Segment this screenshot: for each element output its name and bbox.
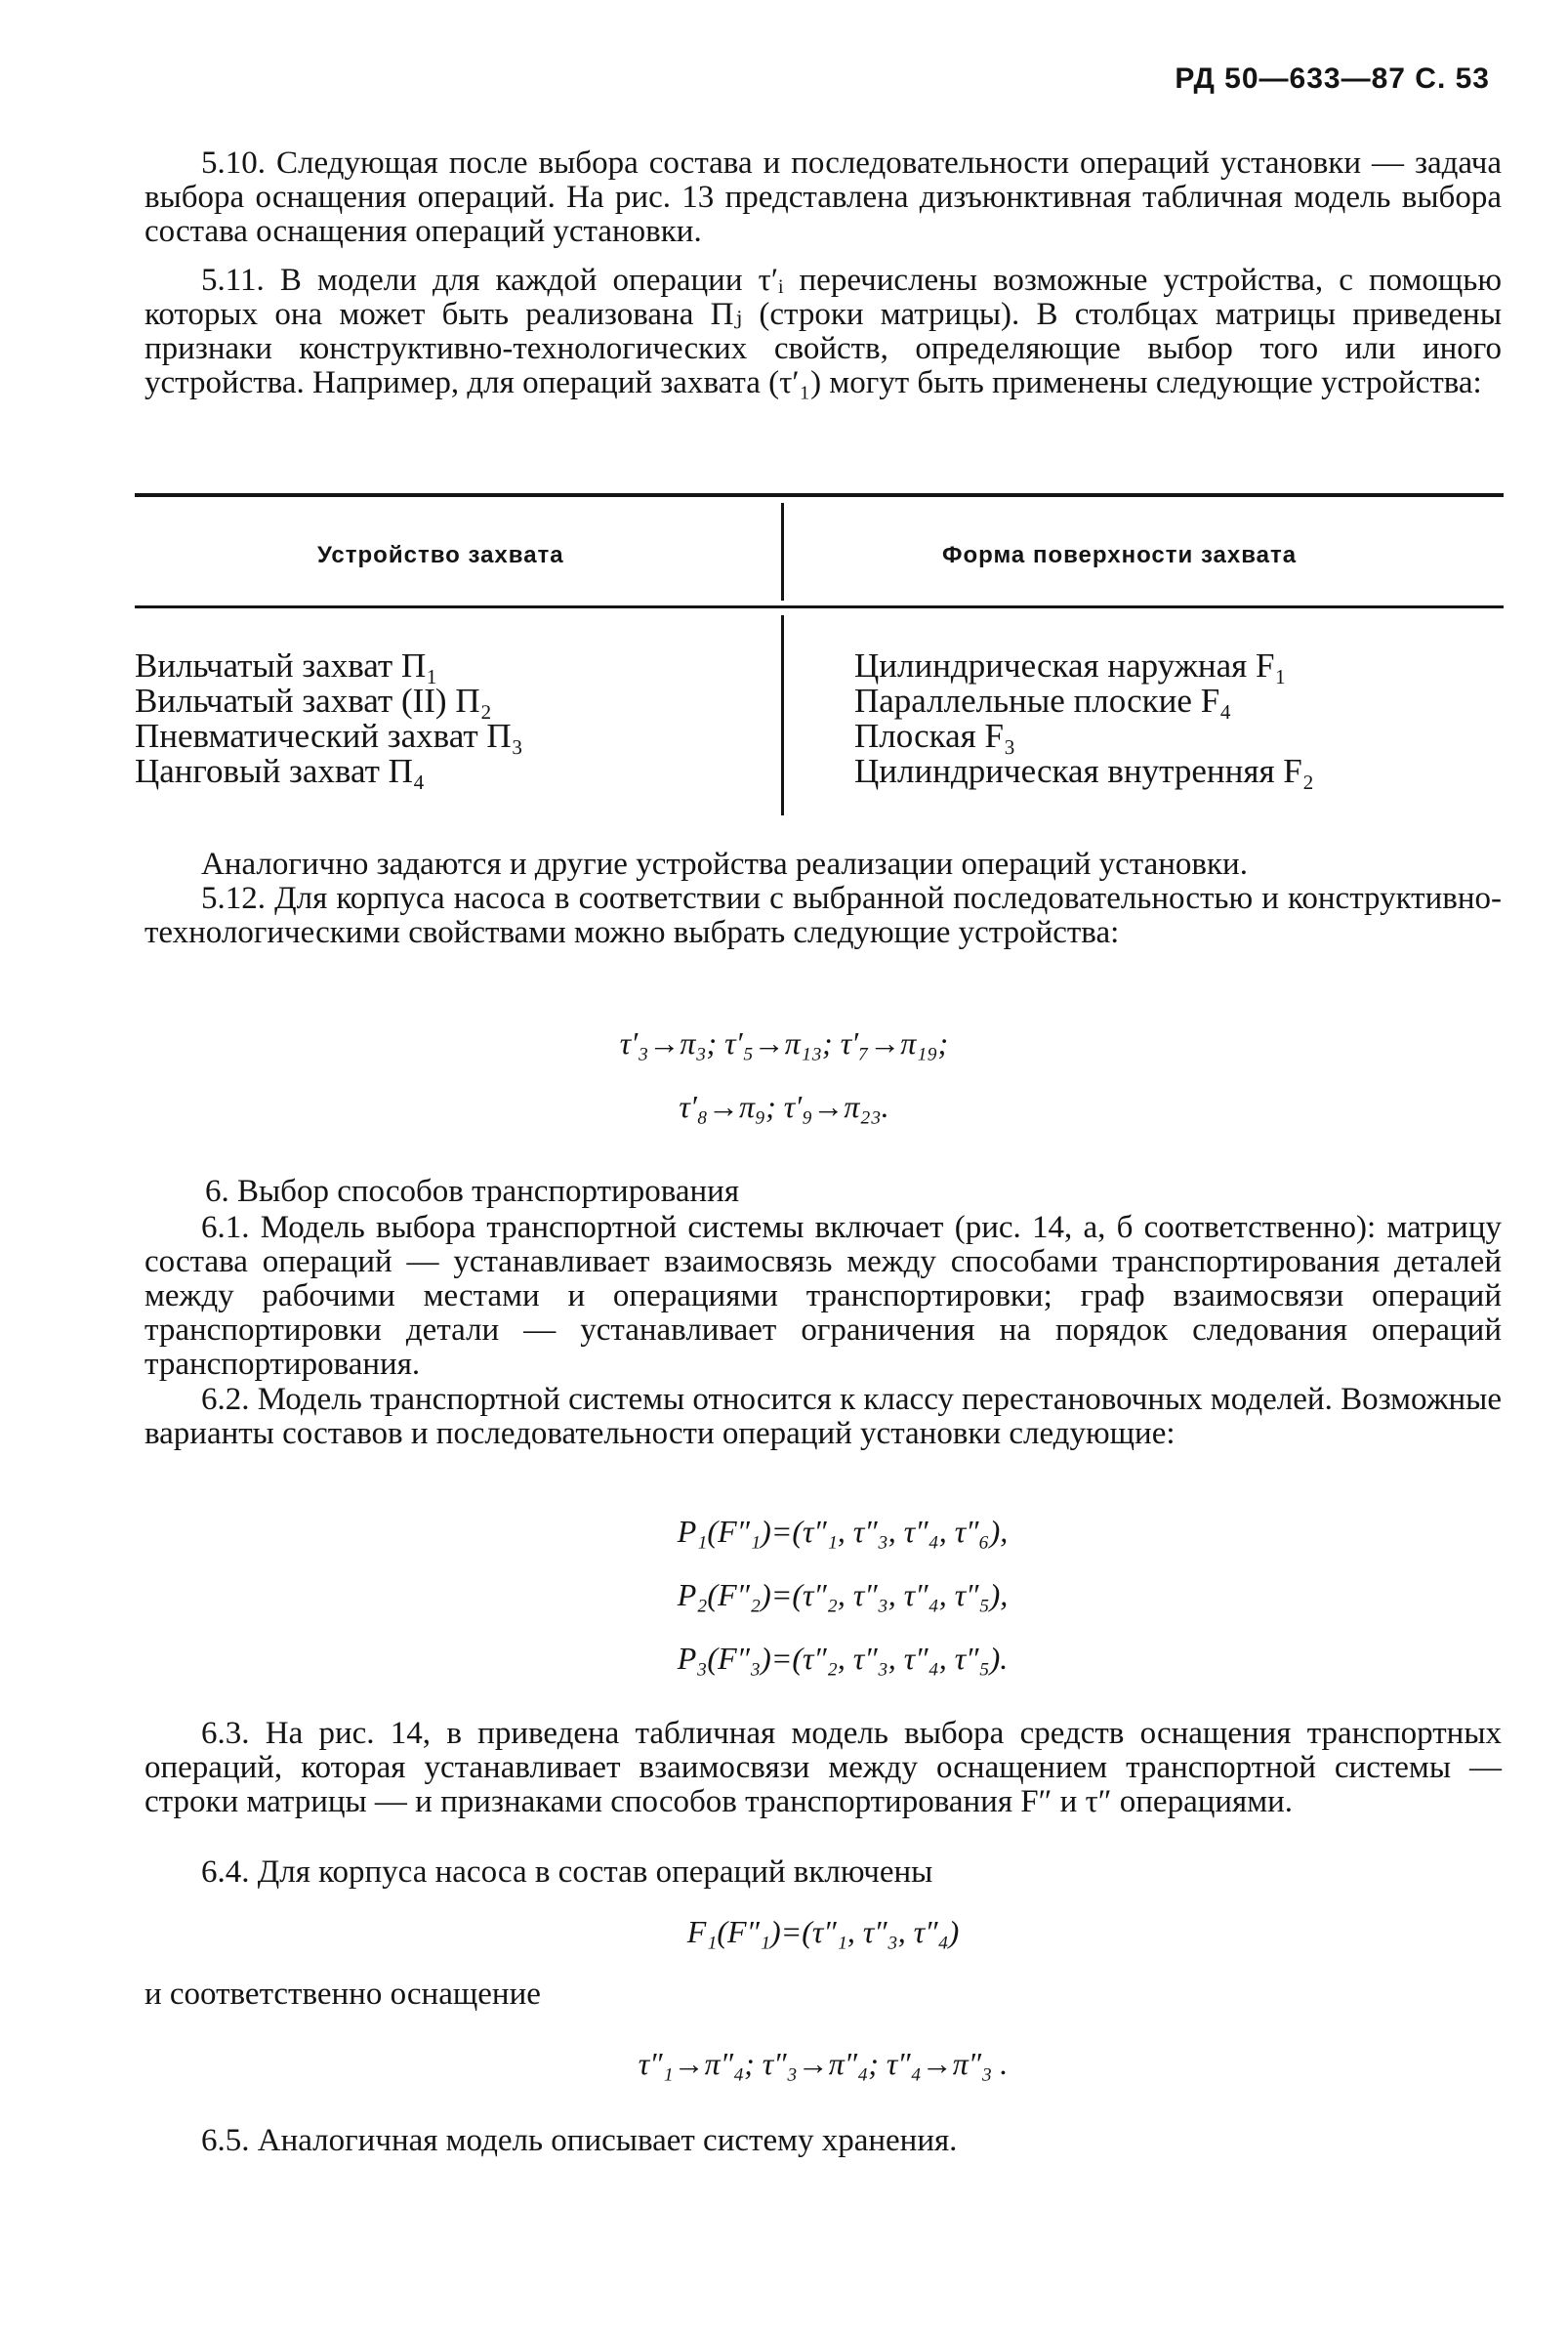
table-cell-form-3: Плоская F₃ — [854, 717, 1016, 755]
paragraph-5-11: 5.11. В модели для каждой операции τ′ᵢ перечислены возможные устройства, с помощью которых она может быть реализована Пⱼ (строки матрицы). В столбцах матрицы приведены признаки конструктивно-технологических свойств, определяющие выбор того или иного устройства. Например, для операций захвата (τ′₁) могут быть применены следующие устройства: — [144, 263, 1502, 400]
formula-5-12-line1: τ′₃→π₃; τ′₅→π₁₃; τ′₇→π₁₉; — [619, 1025, 949, 1061]
paragraph-6-2: 6.2. Модель транспортной системы относится к классу перестановочных моделей. Возможные варианты составов и последовательности операций установки следующие: — [144, 1382, 1502, 1451]
page-header: РД 50—633—87 С. 53 — [1175, 62, 1490, 95]
table-header-divider — [781, 503, 784, 601]
paragraph-6-4: 6.4. Для корпуса насоса в состав операций включены — [201, 1854, 933, 1890]
paragraph-6-4-continued: и соответственно оснащение — [144, 1977, 541, 2012]
table-cell-device-3: Пневматический захват П₃ — [135, 717, 523, 755]
formula-6-2-line1: P₁(F″₁)=(τ″₁, τ″₃, τ″₄, τ″₆), — [677, 1514, 1009, 1549]
formula-5-12-line2: τ′₈→π₉; τ′₉→π₂₃. — [679, 1089, 889, 1124]
paragraph-analog: Аналогично задаются и другие устройства реализации операций установки. — [201, 847, 1248, 882]
paragraph-5-10: 5.10. Следующая после выбора состава и последовательности операций установки — задача выбора оснащения операций. На рис. 13 представлена дизъюнктивная табличная модель выбора состава оснащения операций установки. — [144, 146, 1502, 249]
table-cell-form-4: Цилиндрическая внутренняя F₂ — [854, 752, 1314, 790]
paragraph-6-1: 6.1. Модель выбора транспортной системы включает (рис. 14, а, б соответственно): матрицу состава операций — устанавливает взаимосвязь между способами транспортирования деталей между рабочими местами и операциями транспортировки; граф взаимосвязи операций транспортировки детали — устанавливает ограничения на порядок следования операций транспортирования. — [144, 1210, 1502, 1382]
formula-6-4-equipment: τ″₁→π″₄; τ″₃→π″₄; τ″₄→π″₃ . — [638, 2046, 1009, 2081]
formula-6-2-line2: P₂(F″₂)=(τ″₂, τ″₃, τ″₄, τ″₅), — [677, 1577, 1009, 1612]
table-cell-device-4: Цанговый захват П₄ — [135, 752, 426, 790]
paragraph-6-3: 6.3. На рис. 14, в приведена табличная модель выбора средств оснащения транспортных операций, которая устанавливает взаимосвязи между оснащением транспортной системы — строки матрицы — и признаками способов транспортирования F″ и τ″ операциями. — [144, 1716, 1502, 1819]
paragraph-5-12: 5.12. Для корпуса насоса в соответствии с выбранной последовательностью и конструктивно-технологическими свойствами можно выбрать следующие устройства: — [144, 881, 1502, 950]
table-top-rule — [135, 493, 1504, 497]
table-cell-form-2: Параллельные плоские F₄ — [854, 682, 1232, 720]
table-col1-header: Устройство захвата — [317, 542, 564, 568]
paragraph-6-5: 6.5. Аналогичная модель описывает систему хранения. — [201, 2123, 958, 2158]
table-body-divider — [781, 615, 784, 815]
table-col2-header: Форма поверхности захвата — [942, 542, 1298, 568]
table-cell-form-1: Цилиндрическая наружная F₁ — [854, 646, 1287, 685]
table-cell-device-2: Вильчатый захват (II) П₂ — [135, 682, 492, 720]
table-header-rule — [135, 605, 1504, 608]
formula-6-4: F₁(F″₁)=(τ″₁, τ″₃, τ″₄) — [686, 1914, 960, 1949]
formula-6-2-line3: P₃(F″₃)=(τ″₂, τ″₃, τ″₄, τ″₅). — [677, 1641, 1009, 1676]
section-6-title: 6. Выбор способов транспортирования — [205, 1174, 739, 1209]
table-cell-device-1: Вильчатый захват П₁ — [135, 646, 438, 685]
